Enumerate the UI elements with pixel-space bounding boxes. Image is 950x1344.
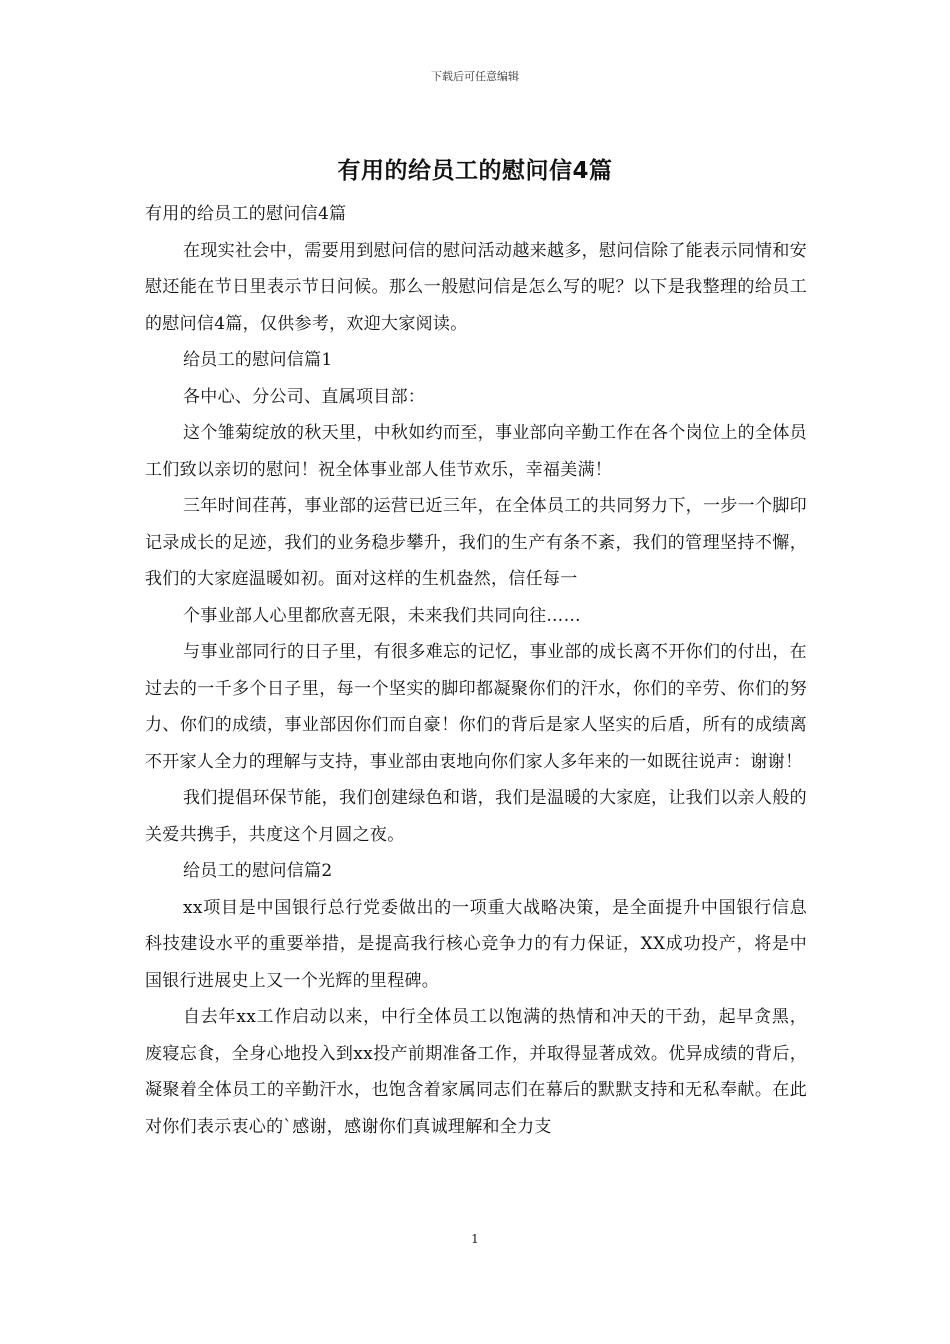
paragraph: 这个雏菊绽放的秋天里，中秋如约而至，事业部向辛勤工作在各个岗位上的全体员工们致以亲切的慰问！祝全体事业部人佳节欢乐，幸福美满！: [145, 423, 807, 480]
page-number: 1: [471, 1232, 479, 1246]
document-title: 有用的给员工的慰问信4篇: [337, 158, 613, 184]
section-heading: 给员工的慰问信篇2: [183, 861, 333, 881]
paragraph: xx项目是中国银行总行党委做出的一项重大战略决策，是全面提升中国银行信息科技建设水平的重要举措，是提高我行核心竞争力的有力保证，XX成功投产，将是中国银行进展史上又一个光辉的里程碑。: [145, 897, 807, 991]
paragraph: 我们提倡环保节能，我们创建绿色和谐，我们是温暖的大家庭，让我们以亲人般的关爱共携手，共度这个月圆之夜。: [145, 788, 807, 845]
paragraph: 三年时间荏苒，事业部的运营已近三年，在全体员工的共同努力下，一步一个脚印记录成长的足迹，我们的业务稳步攀升，我们的生产有条不紊，我们的管理坚持不懈，我们的大家庭温暖如初。面对这样的生机盎然，信任每一: [145, 496, 807, 589]
document-body: [145, 196, 807, 1145]
paragraph: 个事业部人心里都欣喜无限，未来我们共同向往……: [183, 605, 581, 626]
paragraph: 有用的给员工的慰问信4篇: [145, 204, 347, 224]
header-note: 下载后可任意编辑: [431, 70, 519, 83]
section-heading: 给员工的慰问信篇1: [183, 350, 333, 370]
paragraph: 与事业部同行的日子里，有很多难忘的记忆，事业部的成长离不开你们的付出，在过去的一千多个日子里，每一个坚实的脚印都凝聚你们的汗水，你们的辛劳、你们的努力、你们的成绩，事业部因你们而自豪！你们的背后是家人坚实的后盾，所有的成绩离不开家人全力的理解与支持，事业部由衷地向你们家人多年来的一如既往说声：谢谢！: [145, 642, 807, 772]
paragraph: 自去年xx工作启动以来，中行全体员工以饱满的热情和冲天的干劲，起早贪黑，废寝忘食，全身心地投入到xx投产前期准备工作，并取得显著成效。优异成绩的背后，凝聚着全体员工的辛勤汗水，也饱含着家属同志们在幕后的默默支持和无私奉献。在此对你们表示衷心的`感谢，感谢你们真诚理解和全力支: [145, 1007, 807, 1137]
salutation: 各中心、分公司、直属项目部：: [183, 386, 426, 407]
paragraph: 在现实社会中，需要用到慰问信的慰问活动越来越多，慰问信除了能表示同情和安慰还能在节日里表示节日问候。那么一般慰问信是怎么写的呢？以下是我整理的给员工的慰问信4篇，仅供参考，欢迎大家阅读。: [145, 240, 807, 334]
